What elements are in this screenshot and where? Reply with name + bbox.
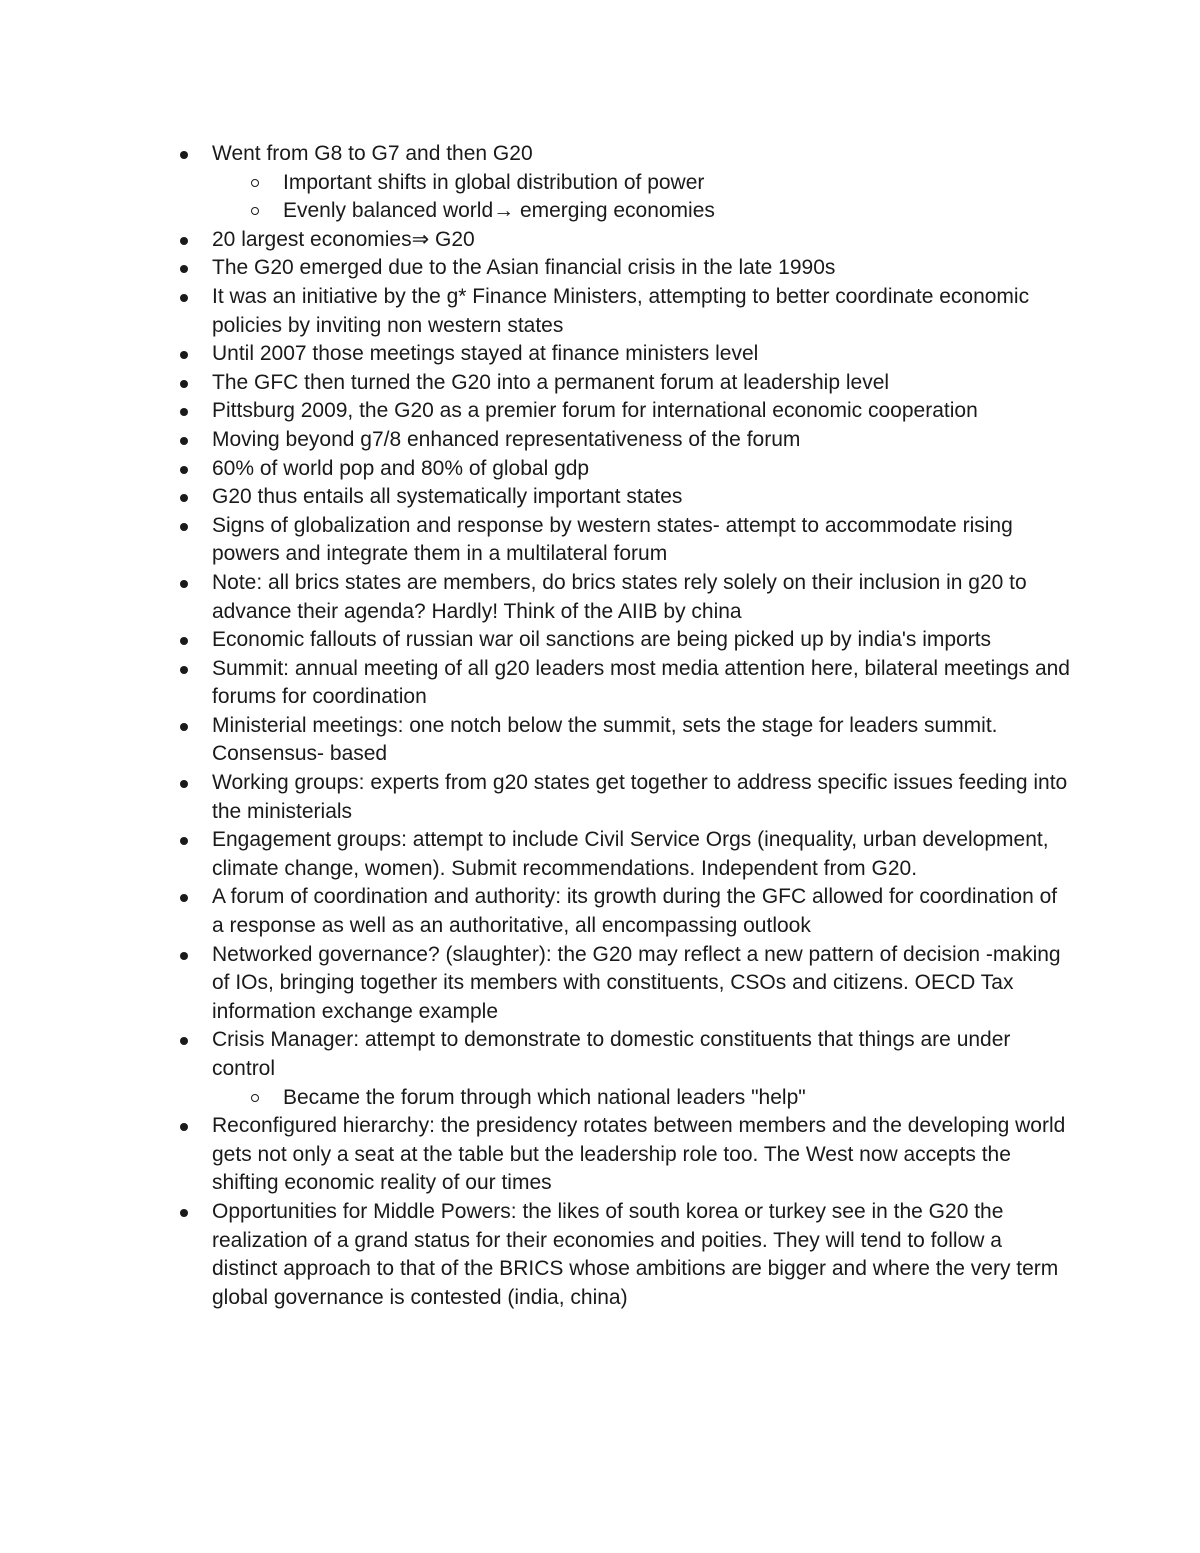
bullet-item: Networked governance? (slaughter): the G20 may reflect a new pattern of decision -making of IOs, bringing together its members with constituents, CSOs and citizens. OECD Tax information exchange example — [212, 941, 1072, 1027]
notes-list — [212, 140, 1072, 1312]
bullet-item: The G20 emerged due to the Asian financial crisis in the late 1990s — [212, 254, 1072, 283]
bullet-item: Until 2007 those meetings stayed at finance ministers level — [212, 340, 1072, 369]
bullet-item: Ministerial meetings: one notch below the summit, sets the stage for leaders summit. Consensus- based — [212, 712, 1072, 769]
bullet-item: A forum of coordination and authority: its growth during the GFC allowed for coordination of a response as well as an authoritative, all encompassing outlook — [212, 883, 1072, 940]
bullet-item: Reconfigured hierarchy: the presidency rotates between members and the developing world gets not only a seat at the table but the leadership role too. The West now accepts the shifting economic reality of our times — [212, 1112, 1072, 1198]
sub-bullet-item: Evenly balanced world→ emerging economies — [283, 197, 1072, 226]
bullet-item: Moving beyond g7/8 enhanced representativeness of the forum — [212, 426, 1072, 455]
bullet-item: Crisis Manager: attempt to demonstrate to domestic constituents that things are under control — [212, 1026, 1072, 1083]
bullet-item: Working groups: experts from g20 states get together to address specific issues feeding into the ministerials — [212, 769, 1072, 826]
sub-bullet-item: Important shifts in global distribution of power — [283, 169, 1072, 198]
bullet-item: 20 largest economies⇒ G20 — [212, 226, 1072, 255]
bullet-item: Engagement groups: attempt to include Civil Service Orgs (inequality, urban development, climate change, women). Submit recommendations. Independent from G20. — [212, 826, 1072, 883]
bullet-item: The GFC then turned the G20 into a permanent forum at leadership level — [212, 369, 1072, 398]
bullet-item: Summit: annual meeting of all g20 leaders most media attention here, bilateral meetings and forums for coordination — [212, 655, 1072, 712]
bullet-item: Pittsburg 2009, the G20 as a premier forum for international economic cooperation — [212, 397, 1072, 426]
bullet-item: Signs of globalization and response by western states- attempt to accommodate rising powers and integrate them in a multilateral forum — [212, 512, 1072, 569]
bullet-item: Opportunities for Middle Powers: the likes of south korea or turkey see in the G20 the realization of a grand status for their economies and poities. They will tend to follow a distinct approach to that of the BRICS whose ambitions are bigger and where the very term global governance is contested (india, china) — [212, 1198, 1072, 1312]
bullet-item: It was an initiative by the g* Finance Ministers, attempting to better coordinate economic policies by inviting non western states — [212, 283, 1072, 340]
sub-bullet-item: Became the forum through which national leaders "help" — [283, 1084, 1072, 1113]
bullet-item: Note: all brics states are members, do brics states rely solely on their inclusion in g20 to advance their agenda? Hardly! Think of the AIIB by china — [212, 569, 1072, 626]
bullet-item: Went from G8 to G7 and then G20 — [212, 140, 1072, 169]
bullet-item: Economic fallouts of russian war oil sanctions are being picked up by india's imports — [212, 626, 1072, 655]
bullet-item: 60% of world pop and 80% of global gdp — [212, 455, 1072, 484]
bullet-item: G20 thus entails all systematically important states — [212, 483, 1072, 512]
